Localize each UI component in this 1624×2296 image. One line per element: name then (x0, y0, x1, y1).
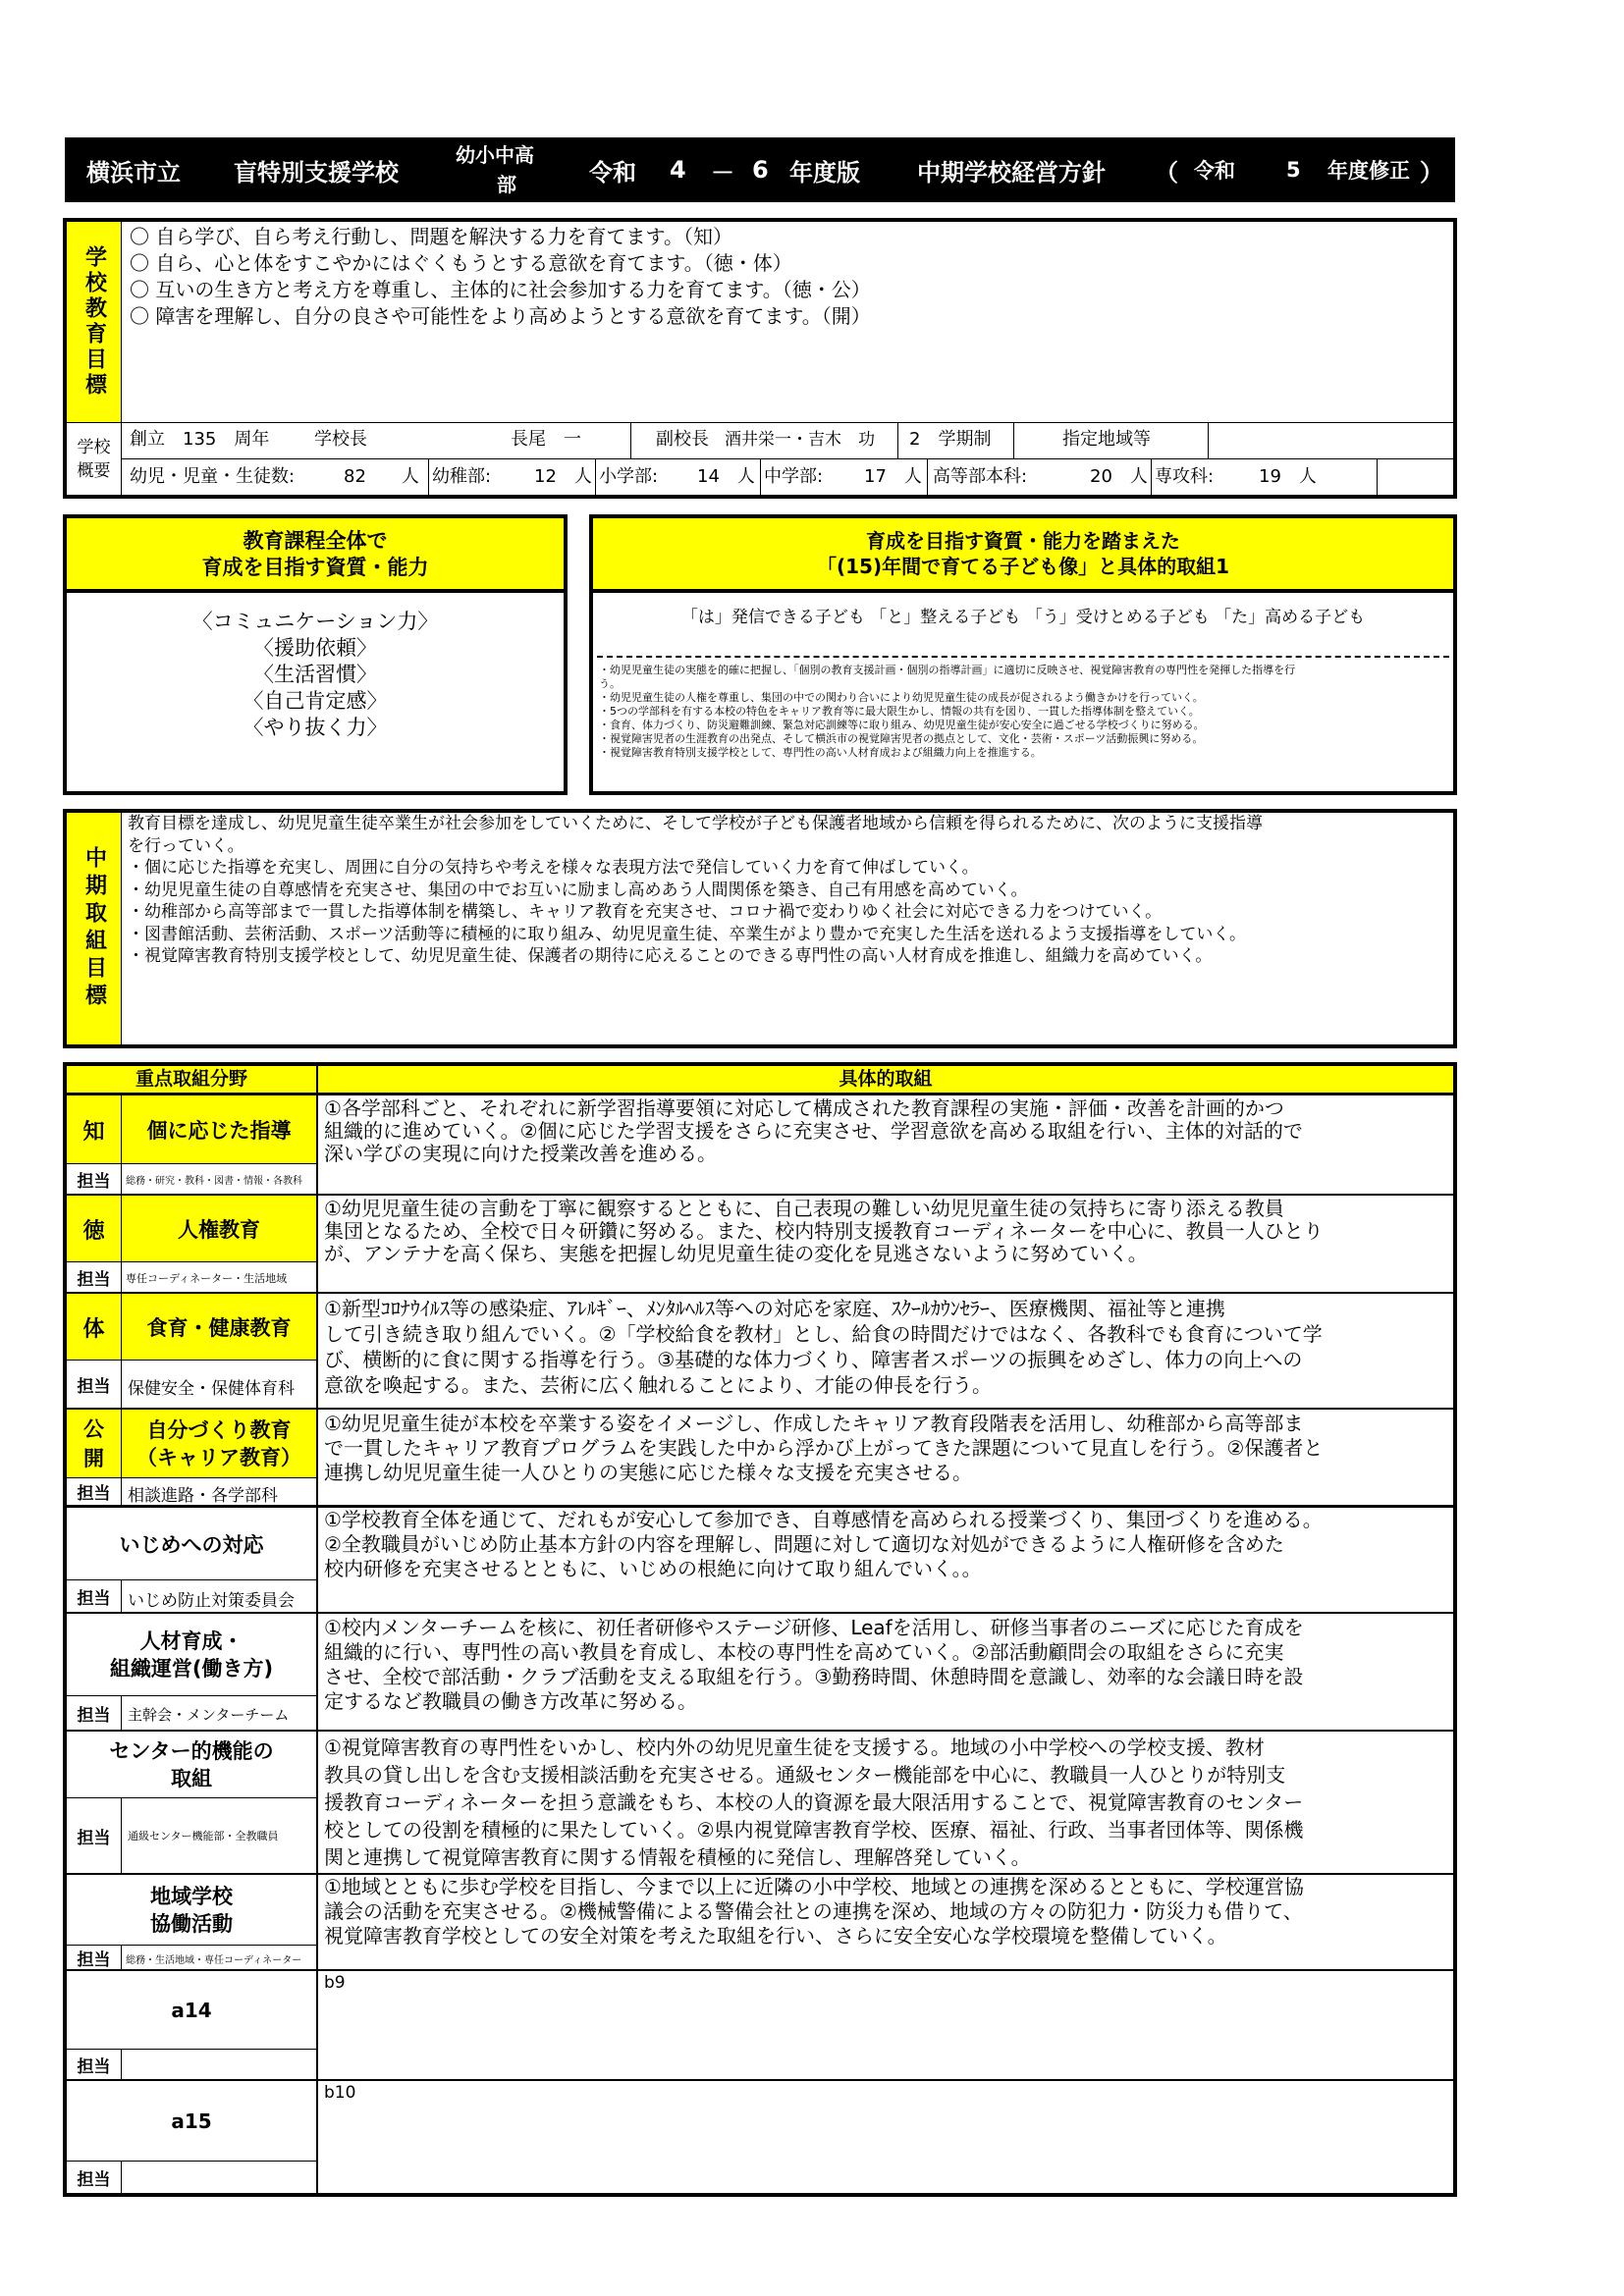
overview-row-1 (122, 423, 1453, 459)
area-name-2: （キャリア教育） (136, 1446, 301, 1469)
area-name-2: 組織運営(働き方) (109, 1657, 274, 1681)
goals-list (130, 224, 871, 330)
vision-item: ・幼児児童生徒の人権を尊重し、集団の中での関わり合いにより幼児児童生徒の成長が促されるよう働きかけを行っていく。 (599, 691, 1204, 704)
staff-cell (67, 2162, 318, 2193)
staff-cell (67, 1798, 318, 1873)
competency-item: 〈やり抜く力〉 (243, 716, 388, 739)
midterm-label: 中期取組目標 (67, 813, 122, 1044)
competency-item: 〈援助依頼〉 (253, 636, 377, 660)
area-tag (67, 1410, 122, 1478)
junior-label: 中学部: (764, 466, 824, 487)
competencies-title-1: 教育課程全体で (243, 529, 388, 553)
header-year-from: 4 (670, 156, 686, 184)
header-year-to: 6 (752, 156, 769, 184)
staff-name: 相談進路・各学部科 (128, 1486, 278, 1506)
area-name-1: 人材育成・ (139, 1629, 244, 1653)
action-line: 組織的に行い、専門性の高い教員を育成し、本校の専門性を高めていく。②部活動顧問会の取組をさらに充実 (324, 1640, 1284, 1664)
founded: 創立 135 周年 (130, 429, 270, 450)
action-line: 議会の活動を充実させる。②機械警備による警備会社との連携を深め、地域の方々の防犯力・防災力も借りて、 (324, 1899, 1303, 1923)
vision-box (589, 514, 1457, 795)
area-cell (67, 1294, 318, 1361)
action-line: させ、全校で部活動・クラブ活動を支える取組を行う。③勤務時間、休憩時間を意識し、効率的な会議日時を設 (324, 1665, 1304, 1688)
action-text (324, 1198, 1324, 1265)
action-text (324, 1734, 1304, 1871)
header-rev-year: 5 (1286, 158, 1301, 182)
midterm-item: ・図書館活動、芸術活動、スポーツ活動等に積極的に取り組み、幼児児童生徒、卒業生がより豊かで充実した生活を送れるよう支援指導をしていく。 (128, 924, 1246, 944)
area-cell (67, 2081, 318, 2162)
action-line: ①幼児児童生徒の言動を丁寧に観察するとともに、自己表現の難しい幼児児童生徒の気持ちに寄り添える教員 (324, 1197, 1284, 1220)
action-line: 校内研修を充実させるとともに、いじめの根絶に向けて取り組んでいく。。 (324, 1557, 982, 1580)
divider (1208, 423, 1209, 458)
action-line: ①学校教育全体を通じて、だれもが安心して参加でき、自尊感情を高められる授業づくり、集団づくりを進める。 (324, 1508, 1323, 1531)
area-name: いじめへの対応 (119, 1533, 264, 1557)
total-count: 82 人 (344, 466, 419, 487)
divider (1151, 459, 1152, 496)
header-paren-open: （ (1155, 158, 1178, 187)
table-header (67, 1066, 1453, 1095)
vision-item: ・視覚障害教育特別支援学校として、専門性の高い人材育成および組織力向上を推進する。 (599, 746, 1042, 759)
action-text (324, 1875, 1304, 1949)
staff-name: 通級センター機能部・全教職員 (128, 1830, 279, 1842)
action-line: び、横断的に食に関する指導を行う。③基礎的な体力づくり、障害者スポーツの振興をめざし、体力の向上への (324, 1348, 1303, 1371)
midterm-item: ・視覚障害教育特別支援学校として、幼児児童生徒、保護者の期待に応えることのできる専門性の高い人材育成を推進し、組織力を高めていく。 (128, 946, 1213, 966)
header-division-1: 幼小中高 (456, 143, 534, 167)
staff-name: 主幹会・メンターチーム (128, 1706, 290, 1724)
term: 2 学期制 (909, 429, 992, 450)
table-row (67, 1095, 1453, 1196)
midterm-list (128, 813, 1263, 968)
overview-label: 学校概要 (67, 423, 122, 496)
high-count: 20 人 (1090, 466, 1148, 487)
action-line: 組織的に進めていく。②個に応じた学習支援をさらに充実させ、学習意欲を高める取組を行い、主体的対話的で (324, 1119, 1303, 1143)
divider (927, 459, 928, 496)
principal-label: 学校長 (314, 429, 367, 450)
col-action: 具体的取組 (839, 1068, 933, 1090)
area-name (67, 1732, 316, 1798)
vision-item: ・5つの学部科を有する本校の特色をキャリア教育等に最大限生かし、情報の共有を図り、一貫した指導体制を整えていく。 (599, 705, 1200, 718)
staff-label: 担当 (67, 2162, 122, 2193)
vision-item: ・視覚障害児者の生涯教育の出発点、そして横浜市の視覚障害児者の拠点として、文化・芸術・スポーツ活動振興に努める。 (599, 732, 1204, 745)
area-name (122, 1410, 316, 1478)
area-name: a14 (171, 1999, 212, 2022)
action-line: 視覚障害教育学校としての安全対策を考えた取組を行い、さらに安全安心な学校環境を整備していく。 (324, 1924, 1227, 1948)
staff-cell (67, 1696, 318, 1730)
divider (1377, 459, 1378, 496)
staff-label: 担当 (67, 1478, 122, 1505)
divider (595, 459, 596, 496)
action-line: ①視覚障害教育の専門性をいかし、校内外の幼児児童生徒を支援する。地域の小中学校への学校支援、教材 (324, 1735, 1265, 1759)
header-city: 横浜市立 (86, 158, 181, 187)
vision-list (599, 664, 1295, 760)
divider (428, 459, 429, 496)
vision-item: ・食育、体力づくり、防災避難訓練、緊急対応訓練等に取り組み、幼児児童生徒が安心安全に過ごせる学校づくりに努める。 (599, 719, 1205, 731)
area-tag: 体 (67, 1294, 122, 1361)
action-text: b9 (324, 1973, 346, 1993)
area-tag: 知 (67, 1095, 122, 1164)
table-row (67, 2081, 1453, 2193)
staff-label: 担当 (67, 1361, 122, 1408)
goal-item: 〇 自ら、心と体をすこやかにはぐくもうとする意欲を育てます。（徳・体） (130, 251, 792, 275)
vision-title-2: 「(15)年間で育てる子ども像」と具体的取組1 (816, 555, 1230, 578)
overview (67, 422, 1453, 495)
area-cell (67, 1614, 318, 1696)
table-row (67, 1196, 1453, 1294)
staff-label: 担当 (67, 1164, 122, 1194)
header-paren-close: ） (1420, 158, 1443, 187)
staff-cell (67, 2050, 318, 2079)
area-name-1: 地域学校 (150, 1885, 233, 1908)
table-row (67, 1732, 1453, 1875)
action-line: 援教育コーディネーターを担う意識をもち、本校の人的資源を最大限活用することで、視覚障害教育のセンター (324, 1790, 1304, 1814)
area-cell (67, 1095, 318, 1164)
goal-item: 〇 互いの生き方と考え方を尊重し、主体的に社会参加する力を育てます。（徳・公） (130, 278, 871, 301)
header-school: 盲特別支援学校 (234, 158, 399, 187)
junior-count: 17 人 (864, 466, 922, 487)
divider (897, 423, 898, 458)
vision-header (593, 518, 1453, 593)
overview-row-2 (122, 459, 1453, 496)
action-line: 校としての役割を積極的に果たしていく。②県内視覚障害教育学校、医療、福祉、行政、当事者団体等、関係機 (324, 1818, 1304, 1842)
competencies-header (67, 518, 564, 593)
staff-label: 担当 (67, 2050, 122, 2079)
competency-item: 〈コミュニケーション力〉 (191, 610, 439, 633)
vice-name: 酒井栄一・吉木 功 (725, 430, 875, 450)
kinder-label: 幼稚部: (432, 466, 492, 487)
action-line: 連携し幼児児童生徒一人ひとりの実態に応じた様々な支援を充実させる。 (324, 1461, 972, 1484)
goals-label: 学校教育目標 (67, 222, 122, 422)
area-cell (67, 1732, 318, 1798)
table-row (67, 1410, 1453, 1508)
table-row (67, 1294, 1453, 1410)
area-name: 個に応じた指導 (146, 1119, 292, 1143)
vision-item: ・幼児児童生徒の実態を的確に把握し、「個別の教育支援計画・個別の指導計画」に適切に反映させ、視覚障害教育の専門性を発揮した指導を行 (599, 664, 1296, 676)
action-line: ①各学部科ごと、それぞれに新学習指導要領に対応して構成された教育課程の実施・評価・改善を計画的かつ (324, 1096, 1284, 1120)
total-label: 幼児・児童・生徒数: (130, 466, 296, 487)
divider (1013, 423, 1014, 458)
action-text (324, 1616, 1304, 1714)
goal-item: 〇 自ら学び、自ら考え行動し、問題を解決する力を育てます。（知） (130, 225, 732, 248)
competency-item: 〈自己肯定感〉 (243, 689, 388, 713)
area-cell (67, 1875, 318, 1946)
high-label: 高等部本科: (933, 466, 1028, 487)
action-line: ①地域とともに歩む学校を目指し、今まで以上に近隣の小中学校、地域との連携を深めるとともに、学校運営協 (324, 1875, 1304, 1898)
action-text: b10 (324, 2083, 356, 2103)
midterm-item: 教育目標を達成し、幼児児童生徒卒業生が社会参加をしていくために、そして学校が子ども保護者地域から信頼を得られるために、次のように支援指導 (128, 814, 1263, 833)
action-line: 意欲を喚起する。また、芸術に広く触れることにより、才能の伸長を行う。 (324, 1373, 992, 1397)
area-tag-2: 開 (83, 1447, 104, 1470)
header-rev-label: 年度修正 (1327, 159, 1410, 183)
staff-name: いじめ防止対策委員会 (128, 1591, 295, 1611)
action-text (324, 1097, 1303, 1165)
staff-label: 担当 (67, 1262, 122, 1292)
elem-label: 小学部: (599, 466, 659, 487)
area-name-1: 自分づくり教育 (146, 1418, 292, 1442)
table-row (67, 1614, 1453, 1732)
area-tag: 徳 (67, 1196, 122, 1262)
action-line: 集団となるため、全校で日々研鑽に努める。また、校内特別支援教育コーディネーターを中心に、教員一人ひとり (324, 1219, 1324, 1243)
competencies-box (63, 514, 568, 795)
staff-name: 保健安全・保健体育科 (128, 1379, 295, 1399)
area-name (67, 1614, 316, 1696)
area-name (67, 1875, 316, 1946)
midterm-item: を行っていく。 (128, 835, 244, 856)
focus-table (63, 1062, 1457, 2197)
action-line: 関と連携して視覚障害教育に関する情報を積極的に発信し、理解啓発していく。 (324, 1845, 1031, 1869)
goals-section (63, 218, 1457, 499)
header-rev-era: 令和 (1194, 159, 1235, 183)
header-policy: 中期学校経営方針 (917, 158, 1106, 187)
action-line: 教具の貸し出しを含む支援相談活動を充実させる。通級センター機能部を中心に、教職員一人ひとりが特別支 (324, 1763, 1286, 1787)
staff-name: 総務・研究・教科・図書・情報・各教科 (126, 1176, 302, 1187)
midterm-item: ・幼稚部から高等部まで一貫した指導体制を構築し、キャリア教育を充実させ、コロナ禍で変わりゆく社会に対応できる力をつけていく。 (128, 902, 1163, 922)
vision-motto: 「は」発信できる子ども 「と」整える子ども 「う」受けとめる子ども 「た」高める子ども (680, 608, 1366, 627)
action-text (324, 1508, 1323, 1581)
action-line: して引き続き取り組んでいく。②「学校給食を教材」とし、給食の時間だけではなく、各教科でも食育について学 (324, 1322, 1323, 1346)
staff-name: 総務・生活地域・専任コーディネーター (126, 1955, 302, 1966)
competency-item: 〈生活習慣〉 (253, 663, 377, 686)
area-cell (67, 1508, 318, 1580)
staff-label: 担当 (67, 1946, 122, 1969)
staff-cell (67, 1262, 318, 1292)
table-row (67, 1875, 1453, 1971)
area-name: a15 (171, 2109, 212, 2133)
table-row (67, 1971, 1453, 2081)
staff-cell (67, 1164, 318, 1194)
area-name-1: センター的機能の (109, 1739, 274, 1763)
staff-cell (67, 1361, 318, 1408)
col-area: 重点取組分野 (67, 1066, 318, 1093)
divider (630, 423, 631, 458)
divider (760, 459, 761, 496)
action-line: ①校内メンターチームを核に、初任者研修やステージ研修、Leafを活用し、研修当事者のニーズに応じた育成を (324, 1616, 1304, 1639)
area-cell (67, 1196, 318, 1262)
staff-cell (67, 1946, 318, 1969)
header-dash: － (711, 158, 734, 187)
elem-count: 14 人 (697, 466, 755, 487)
action-text (324, 1296, 1323, 1398)
area-cell (67, 1971, 318, 2050)
staff-cell (67, 1580, 318, 1612)
midterm-item: ・個に応じた指導を充実し、周囲に自分の気持ちや考えを様々な表現方法で発信していく力を育て伸ばしていく。 (128, 858, 979, 878)
header-era: 令和 (589, 158, 636, 187)
senkou-count: 19 人 (1259, 466, 1317, 487)
kinder-count: 12 人 (534, 466, 592, 487)
action-line: ①新型ｺﾛﾅｳｲﾙｽ等の感染症、ｱﾚﾙｷﾞｰ、ﾒﾝﾀﾙﾍﾙｽ等への対応を家庭、ｽｸｰﾙｶｳﾝｾﾗｰ、医療機関、福祉等と連携 (324, 1297, 1225, 1320)
goal-item: 〇 障害を理解し、自分の良さや可能性をより高めようとする意欲を育てます。（開） (130, 304, 871, 328)
staff-label: 担当 (67, 1798, 122, 1873)
competencies-list (67, 609, 564, 741)
action-line: で一貫したキャリア教育プログラムを実践した中から浮かび上がってきた課題について見直しを行う。②保護者と (324, 1436, 1324, 1460)
midterm-section (63, 809, 1457, 1048)
table-row (67, 1508, 1453, 1614)
principal-name: 長尾 一 (511, 429, 581, 450)
area-name: 人権教育 (178, 1218, 260, 1242)
action-line: 深い学びの実現に向けた授業改善を進める。 (324, 1142, 717, 1165)
action-text (324, 1412, 1323, 1485)
staff-cell (67, 1478, 318, 1505)
action-line: 定するなど教職員の働き方改革に努める。 (324, 1689, 697, 1713)
staff-label: 担当 (67, 1696, 122, 1730)
area-cell (67, 1410, 318, 1478)
header-edition: 年度版 (789, 158, 860, 187)
area-name: 食育・健康教育 (146, 1316, 292, 1340)
area-name-2: 取組 (171, 1767, 212, 1790)
header-division-2: 部 (497, 173, 516, 196)
area-label: 指定地域等 (1062, 429, 1151, 450)
action-line: ②全教職員がいじめ防止基本方針の内容を理解し、問題に対して適切な対処ができるように人権研修を含めた (324, 1532, 1284, 1556)
competencies-title-2: 育成を目指す資質・能力 (201, 556, 429, 579)
vision-title-1: 育成を目指す資質・能力を踏まえた (866, 529, 1180, 553)
area-tag-1: 公 (83, 1417, 104, 1441)
senkou-label: 専攻科: (1155, 466, 1215, 487)
page-header (65, 137, 1455, 202)
staff-label: 担当 (67, 1580, 122, 1612)
action-line: が、アンテナを高く保ち、実態を把握し幼児児童生徒の変化を見逃さないように努めていく。 (324, 1242, 1148, 1265)
action-line: ①幼児児童生徒が本校を卒業する姿をイメージし、作成したキャリア教育段階表を活用し、幼稚部から高等部ま (324, 1412, 1304, 1435)
staff-name: 専任コーディネーター・生活地域 (126, 1272, 288, 1285)
dashed-divider (597, 656, 1449, 658)
midterm-item: ・幼児児童生徒の自尊感情を充実させ、集団の中でお互いに励まし高めあう人間関係を築き、自己有用感を高めていく。 (128, 880, 1028, 900)
area-name-2: 協働活動 (150, 1912, 233, 1936)
vision-item: う。 (599, 677, 621, 690)
vice-label: 副校長 (656, 429, 709, 450)
